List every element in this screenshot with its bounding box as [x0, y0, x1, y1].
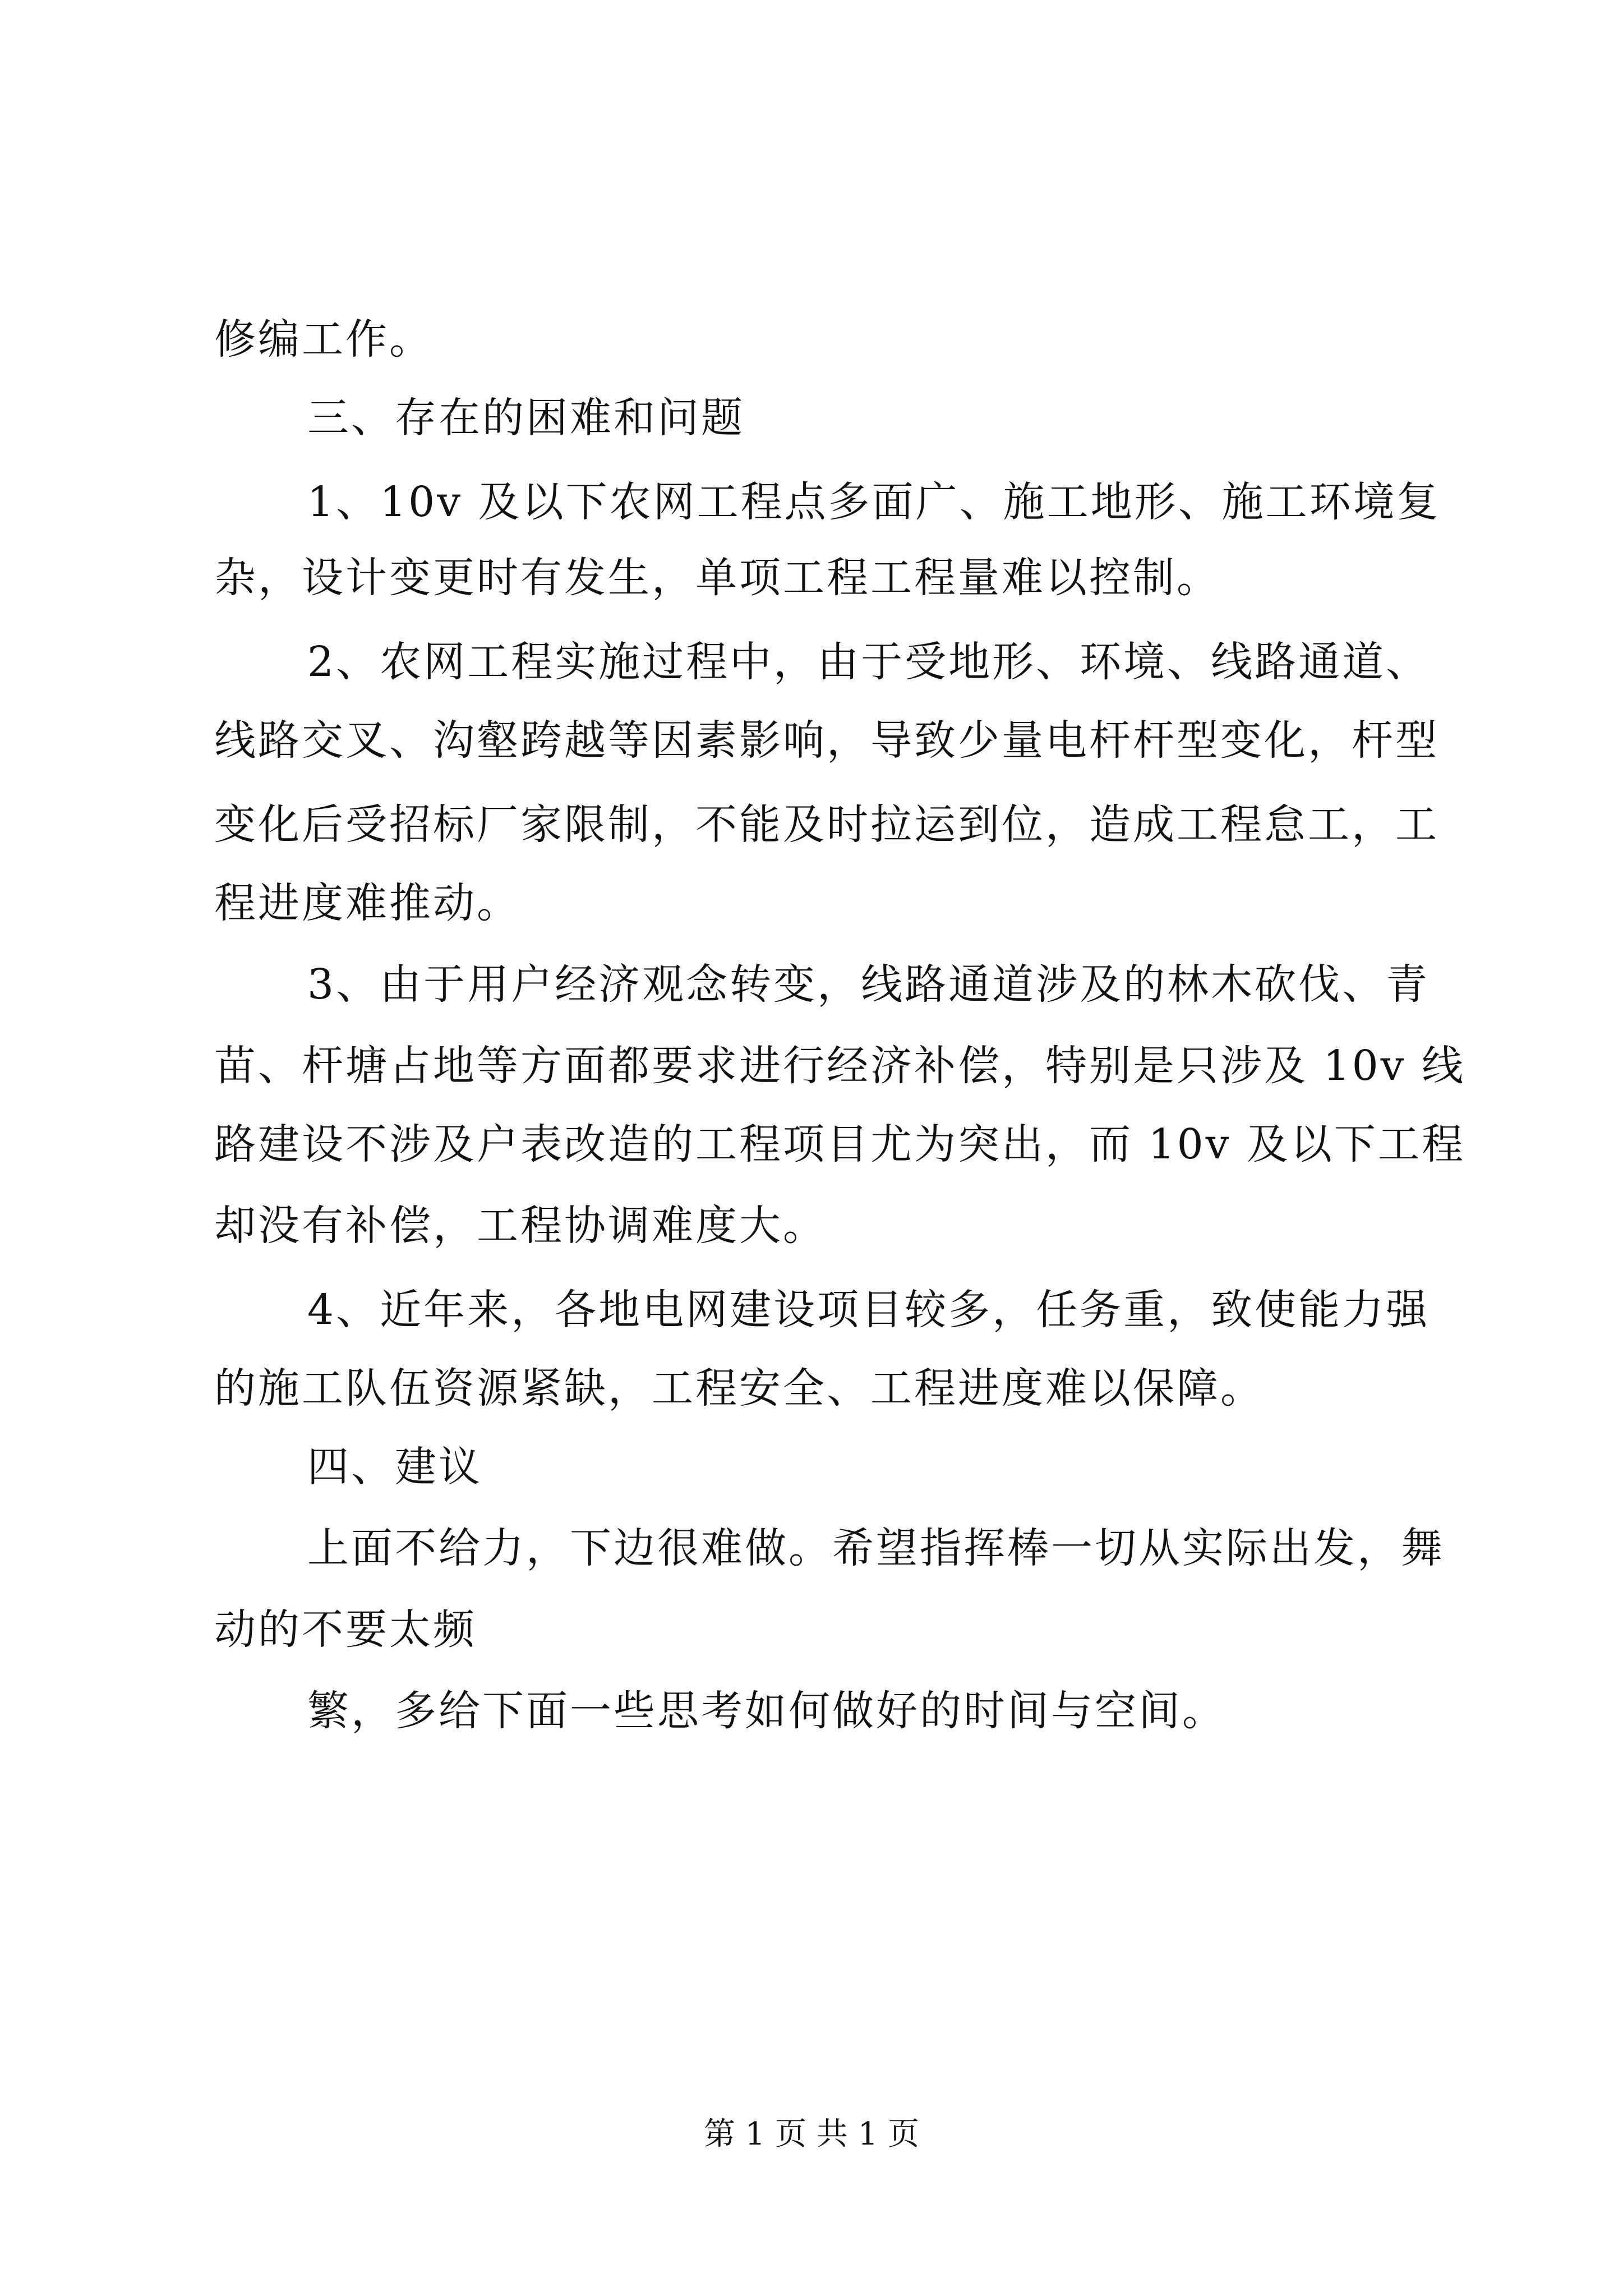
text-line: 的施工队伍资源紧缺，工程安全、工程进度难以保障。	[214, 1364, 1264, 1412]
page-footer: 第 1 页 共 1 页	[703, 2116, 920, 2152]
text-line: 路建设不涉及户表改造的工程项目尤为突出，而 10v 及以下工程	[214, 1120, 1466, 1168]
text-line: 苗、杆塘占地等方面都要求进行经济补偿，特别是只涉及 10v 线	[214, 1042, 1466, 1090]
text-line: 3、由于用户经济观念转变，线路通道涉及的林木砍伐、青	[307, 960, 1430, 1009]
text-line: 变化后受招标厂家限制，不能及时拉运到位，造成工程怠工，工	[214, 800, 1439, 849]
section-heading-difficulties: 三、存在的困难和问题	[307, 394, 745, 442]
text-line: 上面不给力，下边很难做。希望指挥棒一切从实际出发，舞	[307, 1524, 1445, 1572]
text-line: 4、近年来，各地电网建设项目较多，任务重，致使能力强	[307, 1286, 1430, 1334]
section-heading-suggestions: 四、建议	[307, 1443, 482, 1491]
text-line: 程进度难推动。	[214, 879, 520, 927]
text-line: 杂，设计变更时有发生，单项工程工程量难以控制。	[214, 554, 1220, 602]
text-line: 繁，多给下面一些思考如何做好的时间与空间。	[307, 1687, 1226, 1735]
text-line: 修编工作。	[214, 315, 433, 364]
text-line: 却没有补偿，工程协调难度大。	[214, 1202, 827, 1250]
text-line: 线路交叉、沟壑跨越等因素影响，导致少量电杆杆型变化，杆型	[214, 716, 1439, 765]
text-line: 2、农网工程实施过程中，由于受地形、环境、线路通道、	[307, 638, 1430, 686]
text-line: 1、10v 及以下农网工程点多面广、施工地形、施工环境复	[307, 478, 1441, 526]
text-line: 动的不要太频	[214, 1605, 477, 1654]
